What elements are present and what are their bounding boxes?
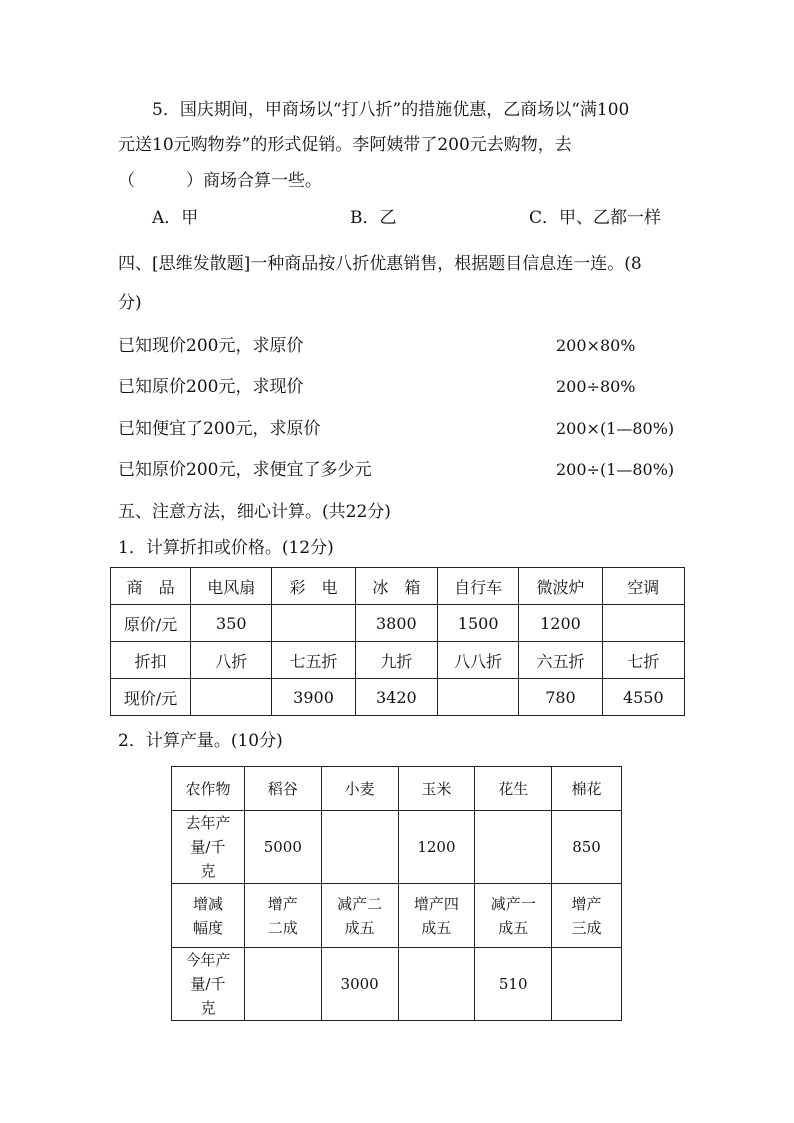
table-row [172,811,622,884]
table-cell [191,679,272,716]
table-row [172,767,622,811]
table-cell: 七五折 [272,642,355,679]
price-table [110,567,685,716]
table-cell: 农作物 [172,767,245,811]
table-cell [321,811,398,884]
sec4-left-item-3: 已知便宜了200元，求原价 [118,419,321,439]
sec4-left-item-4: 已知原价200元，求便宜了多少元 [118,460,372,480]
table-cell: 减产一成五 [475,884,552,948]
table-cell [602,605,684,642]
table-cell [437,679,518,716]
table-cell: 850 [552,811,622,884]
table-cell: 3800 [355,605,437,642]
table-cell: 4550 [602,679,684,716]
table-cell: 八折 [191,642,272,679]
sec4-title-line-2: 分) [118,293,142,313]
table-cell: 冰 箱 [355,568,437,605]
table-row [172,948,622,1021]
table-cell [244,948,321,1021]
table-cell [475,811,552,884]
sec5-title: 五、注意方法，细心计算。(共22分) [118,502,391,522]
table-cell: 增产二成 [244,884,321,948]
sec5-sub1: 1．计算折扣或价格。(12分) [118,538,334,558]
sec4-right-item-4: 200÷(1—80%) [556,460,675,479]
table-cell: 增减幅度 [172,884,245,948]
table-cell: 减产二成五 [321,884,398,948]
q5-option-a: A．甲 [152,208,199,228]
yield-table [171,766,622,1021]
q5-option-b: B．乙 [350,208,397,228]
sec5-sub2: 2．计算产量。(10分) [118,731,283,751]
table-cell: 3420 [355,679,437,716]
table-cell: 510 [475,948,552,1021]
table-row [111,679,685,716]
table-cell: 增产三成 [552,884,622,948]
table-cell: 3000 [321,948,398,1021]
table-cell: 稻谷 [244,767,321,811]
table-cell: 350 [191,605,272,642]
table-cell: 七折 [602,642,684,679]
table-cell: 商 品 [111,568,191,605]
table-cell: 花生 [475,767,552,811]
table-cell: 九折 [355,642,437,679]
q5-line-3: （ ）商场合算一些。 [118,171,322,191]
q5-option-c: C．甲、乙都一样 [529,208,662,228]
table-cell: 彩 电 [272,568,355,605]
sec4-right-item-3: 200×(1—80%) [556,419,675,438]
table-cell: 1200 [398,811,475,884]
q5-line-2: 元送10元购物券”的形式促销。李阿姨带了200元去购物，去 [118,135,572,155]
table-cell: 增产四成五 [398,884,475,948]
q5-line-1: 5．国庆期间，甲商场以“打八折”的措施优惠，乙商场以“满100 [152,100,630,120]
table-cell [398,948,475,1021]
table-cell: 微波炉 [519,568,602,605]
table-cell: 六五折 [519,642,602,679]
table-cell: 小麦 [321,767,398,811]
table-cell: 折扣 [111,642,191,679]
table-cell: 1200 [519,605,602,642]
table-cell: 3900 [272,679,355,716]
table-cell: 780 [519,679,602,716]
sec4-left-item-1: 已知现价200元，求原价 [118,336,304,356]
table-cell: 八八折 [437,642,518,679]
sec4-right-item-1: 200×80% [556,336,636,355]
table-row [111,605,685,642]
table-cell: 玉米 [398,767,475,811]
table-cell [272,605,355,642]
sec4-right-item-2: 200÷80% [556,377,636,396]
table-cell: 空调 [602,568,684,605]
table-cell: 去年产量/千克 [172,811,245,884]
sec4-title-line-1: 四、[思维发散题]一种商品按八折优惠销售，根据题目信息连一连。(8 [118,254,642,274]
table-row [172,884,622,948]
sec4-left-item-2: 已知原价200元，求现价 [118,377,304,397]
table-cell: 自行车 [437,568,518,605]
table-cell: 1500 [437,605,518,642]
table-row [111,568,685,605]
table-row [111,642,685,679]
table-cell: 原价/元 [111,605,191,642]
table-cell [552,948,622,1021]
table-cell: 电风扇 [191,568,272,605]
table-cell: 今年产量/千克 [172,948,245,1021]
table-cell: 棉花 [552,767,622,811]
table-cell: 现价/元 [111,679,191,716]
table-cell: 5000 [244,811,321,884]
